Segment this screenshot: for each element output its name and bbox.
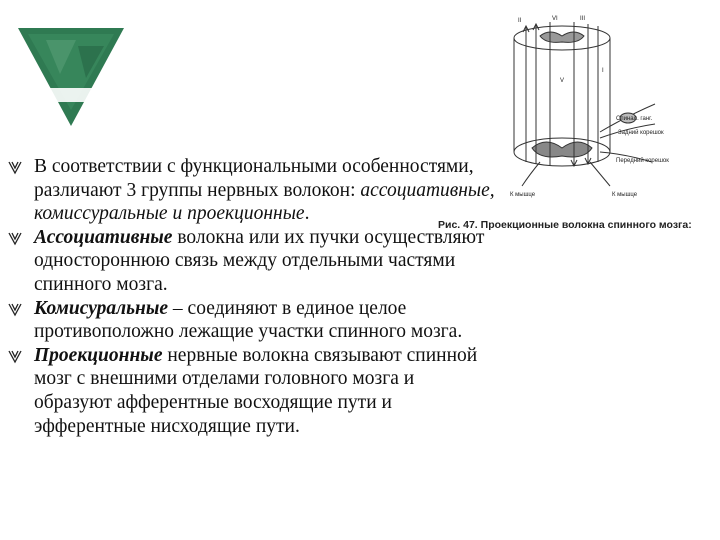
bullet-term: Комисуральные [34, 297, 169, 319]
check-bullet-icon [8, 349, 22, 363]
bullet-text: В соответствии с функциональными особенностями, различают 3 группы нервных волокон: [34, 156, 474, 201]
spinal-cord-figure [500, 12, 669, 202]
bullet-item-commissural [8, 297, 495, 344]
label-roman-i: I [602, 68, 604, 74]
bullet-text: волокна или их пучки осуществляют одностороннюю связь между отдельными частями спинного мозга. [34, 226, 485, 295]
label-muscle-right: К мышце [612, 192, 638, 198]
bullet-text: – соединяют в единое целое противоположно лежащие участки спинного мозга. [34, 297, 463, 343]
figure-caption: Рис. 47. Проекционные волокна спинного мозга: [438, 219, 692, 231]
bullet-text-end: . [304, 203, 310, 225]
label-roman-ii: II [518, 18, 522, 24]
label-spinal-ganglion: Спинал. ганг. [616, 116, 653, 122]
label-posterior-root: Задний корешок [618, 130, 664, 136]
bullet-item-fiber-groups [8, 155, 495, 226]
label-roman-iii: III [580, 16, 586, 22]
check-bullet-icon [8, 302, 22, 316]
bullet-list [8, 155, 495, 438]
label-roman-v: V [560, 78, 565, 84]
bullet-term: Проекционные [34, 344, 163, 366]
bullet-text-block [8, 155, 495, 525]
bullet-term: Ассоциативные [34, 226, 173, 248]
label-anterior-root: Передний корешок [616, 158, 669, 164]
bullet-item-projection [8, 344, 495, 438]
check-bullet-icon [8, 160, 22, 174]
label-muscle-left: К мышце [510, 192, 536, 198]
bullet-emphasis: ассоциативные, комиссуральные и проекционные [34, 179, 495, 225]
bullet-item-associative [8, 226, 495, 297]
label-roman-vi: VI [552, 16, 558, 22]
bullet-text: нервные волокна связывают спинной мозг с внешними отделами головного мозга и образуют афферентные восходящие пути и эфферентные нисходящие пути. [34, 344, 478, 437]
green-triangle-logo [16, 26, 126, 128]
check-bullet-icon [8, 231, 22, 245]
